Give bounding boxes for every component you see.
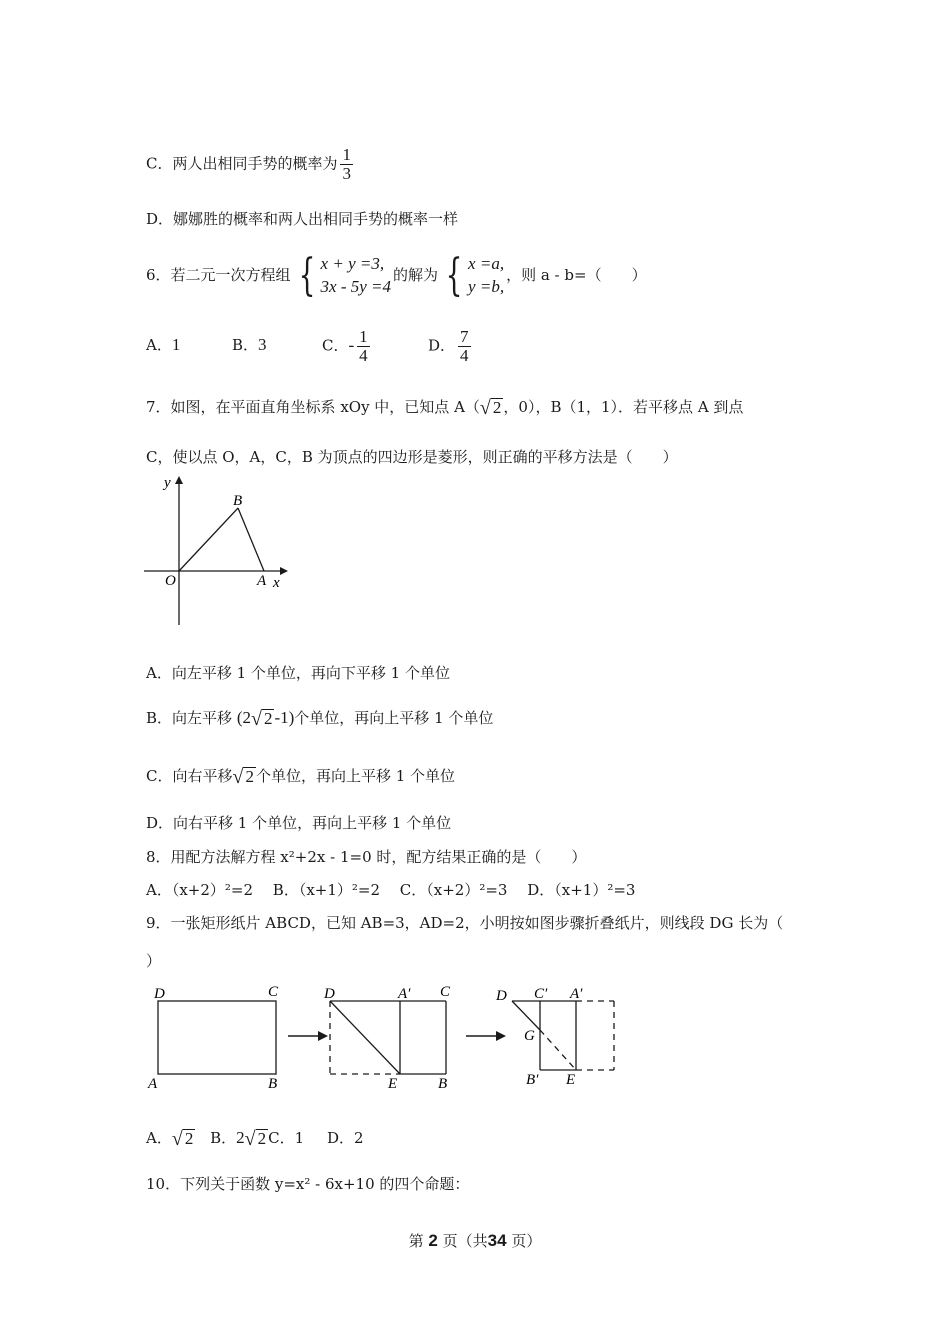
f1-label-a: A: [148, 1076, 158, 1092]
f3-label-d: D: [496, 988, 507, 1004]
q7-option-c-sqrt: √ 2: [232, 766, 254, 788]
f3-label-g: G: [524, 1028, 535, 1044]
q9-option-c: C．1: [268, 1129, 305, 1147]
label-o: O: [165, 573, 176, 589]
label-b: B: [233, 493, 243, 509]
q6-option-b: B．3: [232, 335, 267, 355]
q7-option-b-expr: (2 √ 2 -1): [236, 708, 295, 731]
label-a: A: [257, 573, 267, 589]
q9-option-a: A． √ 2: [146, 1128, 194, 1150]
arrow-right-icon: [318, 1031, 328, 1041]
q7-option-b: B．向左平移 (2 √ 2 -1)个单位，再向上平移 1 个单位: [146, 708, 494, 731]
q9-options: [146, 1127, 364, 1149]
f3-label-e: E: [566, 1072, 576, 1088]
f2-label-c: C: [440, 984, 451, 1000]
y-axis-arrow-icon: [175, 476, 183, 484]
page-footer: 第 2 页（共34 页）: [408, 1231, 542, 1250]
f1-label-c: C: [268, 984, 279, 1000]
q6-stem: 6．若二元一次方程组 { x + y =3, 3x - 5y =4 的解为 { x =a, y =b, ，则 a - b=（ ）: [146, 249, 647, 301]
q6-option-a: A．1: [146, 335, 181, 355]
f3-label-a-prime: A′: [570, 986, 583, 1002]
q8-options: A．（x+2）²=2 B．（x+1）²=2 C．（x+2）²=3 D．（x+1）²=3: [146, 881, 636, 899]
q6-equation-system: { x + y =3, 3x - 5y =4: [298, 249, 392, 301]
x-axis-arrow-icon: [280, 567, 288, 575]
page-total: 34: [487, 1231, 507, 1250]
f2-label-d: D: [324, 986, 335, 1002]
q7-option-d: D．向右平移 1 个单位，再向上平移 1 个单位: [146, 814, 452, 832]
q7-option-a: A．向左平移 1 个单位，再向下平移 1 个单位: [146, 664, 450, 682]
q9-option-d: D．2: [326, 1129, 364, 1147]
q6-option-d: D． $\frac{7}{4}$: [428, 327, 469, 365]
q6-options: [146, 328, 474, 365]
q5-option-c-text: C．两人出相同手势的概率为: [146, 154, 338, 173]
q7-stem-line-1: 7．如图，在平面直角坐标系 xOy 中，已知点 A（ √ 2 ，0），B（1，1）．若平移点 A 到点: [146, 397, 744, 419]
f2-fold-d-e: [330, 1001, 400, 1074]
label-x: x: [273, 575, 280, 591]
q6-solution-system: { x =a, y =b,: [445, 249, 505, 301]
q5-option-d: D．娜娜胜的概率和两人出相同手势的概率一样: [146, 210, 459, 228]
q9-option-b: B．2 √ 2: [210, 1128, 267, 1150]
arrow-right-icon: [496, 1031, 506, 1041]
f1-label-b: B: [268, 1076, 278, 1092]
q7-sqrt: √ 2: [479, 397, 502, 419]
q9-stem-line-1: 9．一张矩形纸片 ABCD，已知 AB=3，AD=2，小明按如图步骤折叠纸片，则线段 DG 长为（: [146, 914, 784, 932]
q7-option-c: C．向右平移 √ 2 个单位，再向上平移 1 个单位: [146, 766, 456, 788]
label-y: y: [164, 475, 171, 491]
f3-label-c-prime: C′: [534, 986, 548, 1002]
f3-dashed-diagonal: [540, 1030, 576, 1070]
f3-segment-dg: [512, 1001, 540, 1030]
q7-coordinate-figure: [140, 470, 300, 630]
q7-stem-line-2: C，使以点 O，A，C，B 为顶点的四边形是菱形，则正确的平移方法是（ ）: [146, 448, 678, 466]
q5-option-c-fraction: $\frac{1}{3}$: [342, 145, 351, 183]
q8-stem: 8．用配方法解方程 x²+2x - 1=0 时，配方结果正确的是（ ）: [146, 848, 587, 866]
q5-option-c: [146, 146, 356, 183]
q6-option-c: C．- $\frac{1}{4}$: [322, 327, 368, 365]
q9-stem-line-2: ）: [146, 952, 162, 970]
rectangle-abcd: [158, 1001, 276, 1074]
f2-label-a-prime: A′: [398, 986, 411, 1002]
f2-label-b: B: [438, 1076, 448, 1092]
segment-ba: [238, 508, 264, 571]
f1-label-d: D: [154, 986, 165, 1002]
f3-label-b-prime: B′: [526, 1072, 539, 1088]
page-number: 2: [428, 1231, 438, 1250]
q9-folding-figure: [140, 978, 630, 1098]
q10-stem: 10．下列关于函数 y=x² - 6x+10 的四个命题：: [146, 1175, 470, 1193]
f2-label-e: E: [388, 1076, 398, 1092]
segment-ob: [179, 508, 238, 571]
